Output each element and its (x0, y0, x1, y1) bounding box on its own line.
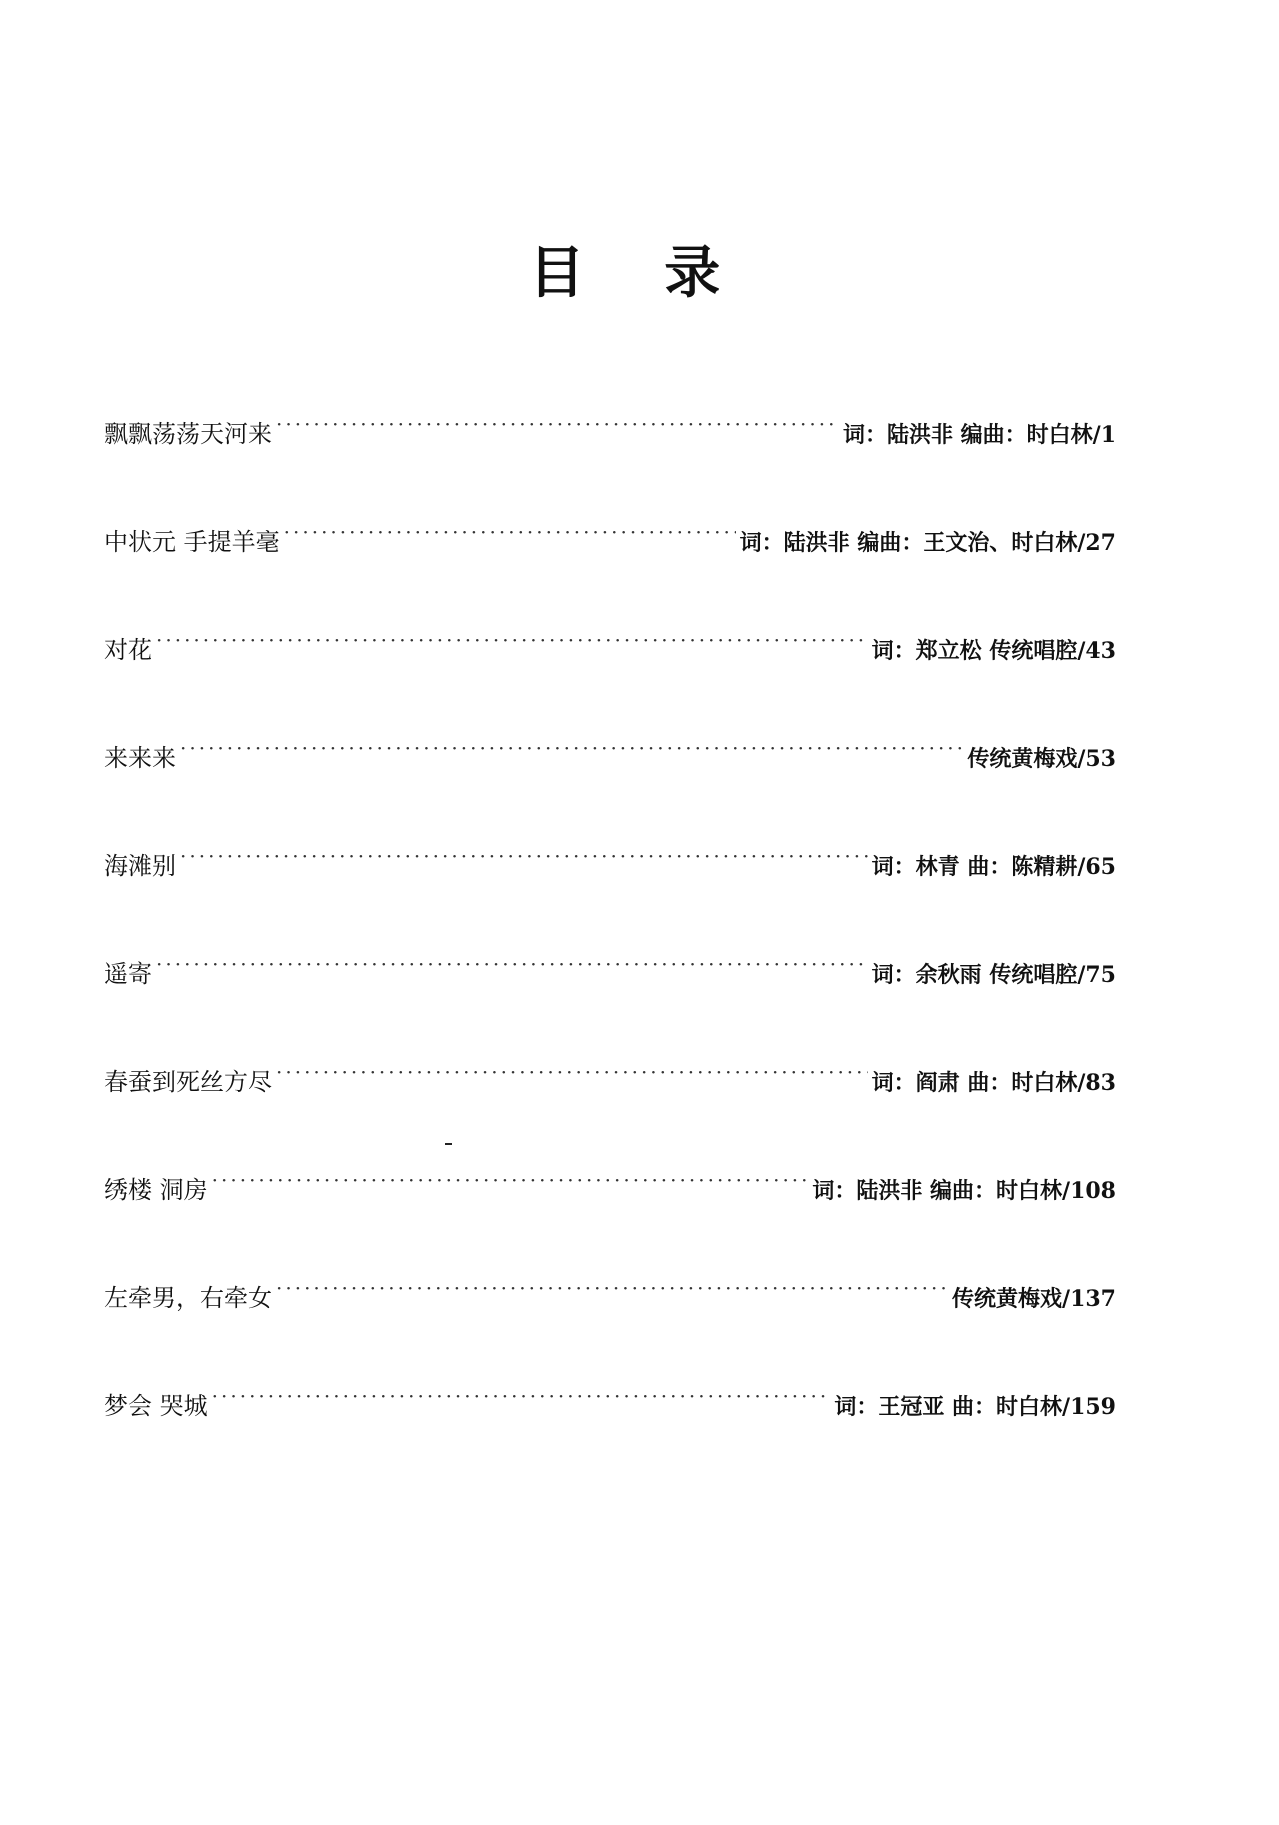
toc-entry-page: /83 (1077, 1070, 1116, 1096)
toc-entry-credit: 词：陆洪非 编曲：时白林 (842, 422, 1093, 448)
toc-entry-page: /27 (1077, 530, 1116, 556)
toc-entry (104, 730, 1116, 838)
toc-entry-title: 梦会 哭城 (104, 1392, 208, 1420)
dot-leader (276, 1270, 948, 1306)
toc-entry-page: /159 (1062, 1394, 1116, 1420)
dot-leader (284, 514, 736, 550)
toc-entry-title: 对花 (104, 636, 152, 664)
toc-entry-title: 飘飘荡荡天河来 (104, 420, 272, 448)
toc-entry (104, 838, 1116, 946)
page-title: 目 录 (528, 240, 751, 306)
toc-entry-credit: 词：陆洪非 编曲：时白林 (812, 1178, 1063, 1204)
toc-entry-credit: 词：王冠亚 曲：时白林 (834, 1394, 1063, 1420)
toc-entry-title: 左牵男，右牵女 (104, 1284, 272, 1312)
scan-artifact-mark (445, 1143, 452, 1145)
toc-entry (104, 1378, 1116, 1486)
toc-entry (104, 406, 1116, 514)
toc-entry-credit: 传统黄梅戏 (967, 746, 1078, 772)
toc-entry-credit: 词：阎肃 曲：时白林 (871, 1070, 1078, 1096)
toc-entry-page: /1 (1092, 422, 1116, 448)
toc-entry-title: 来来来 (104, 744, 176, 772)
toc-entry-page: /53 (1077, 746, 1116, 772)
dot-leader (156, 622, 868, 658)
toc-entry-credit: 词：林青 曲：陈精耕 (871, 854, 1078, 880)
dot-leader (212, 1162, 809, 1198)
table-of-contents (104, 406, 1116, 1486)
toc-entry (104, 1270, 1116, 1378)
toc-entry-credit: 传统黄梅戏 (952, 1286, 1063, 1312)
toc-entry (104, 1054, 1116, 1162)
toc-entry (104, 946, 1116, 1054)
toc-entry-title: 海滩别 (104, 852, 176, 880)
dot-leader (180, 838, 868, 874)
toc-entry-title: 中状元 手提羊毫 (104, 528, 280, 556)
dot-leader (276, 1054, 868, 1090)
toc-entry (104, 514, 1116, 622)
dot-leader (276, 406, 839, 442)
toc-entry (104, 1162, 1116, 1270)
toc-entry-credit: 词：陆洪非 编曲：王文治、时白林 (739, 530, 1078, 556)
dot-leader (212, 1378, 831, 1414)
toc-entry-credit: 词：郑立松 传统唱腔 (871, 638, 1078, 664)
toc-entry (104, 622, 1116, 730)
dot-leader (180, 730, 963, 766)
toc-entry-title: 绣楼 洞房 (104, 1176, 208, 1204)
toc-entry-page: /137 (1062, 1286, 1116, 1312)
dot-leader (156, 946, 868, 982)
toc-entry-page: /75 (1077, 962, 1116, 988)
toc-entry-title: 春蚕到死丝方尽 (104, 1068, 272, 1096)
toc-entry-page: /65 (1077, 854, 1116, 880)
toc-entry-page: /43 (1077, 638, 1116, 664)
toc-entry-page: /108 (1062, 1178, 1116, 1204)
toc-entry-credit: 词：余秋雨 传统唱腔 (871, 962, 1078, 988)
toc-entry-title: 遥寄 (104, 960, 152, 988)
